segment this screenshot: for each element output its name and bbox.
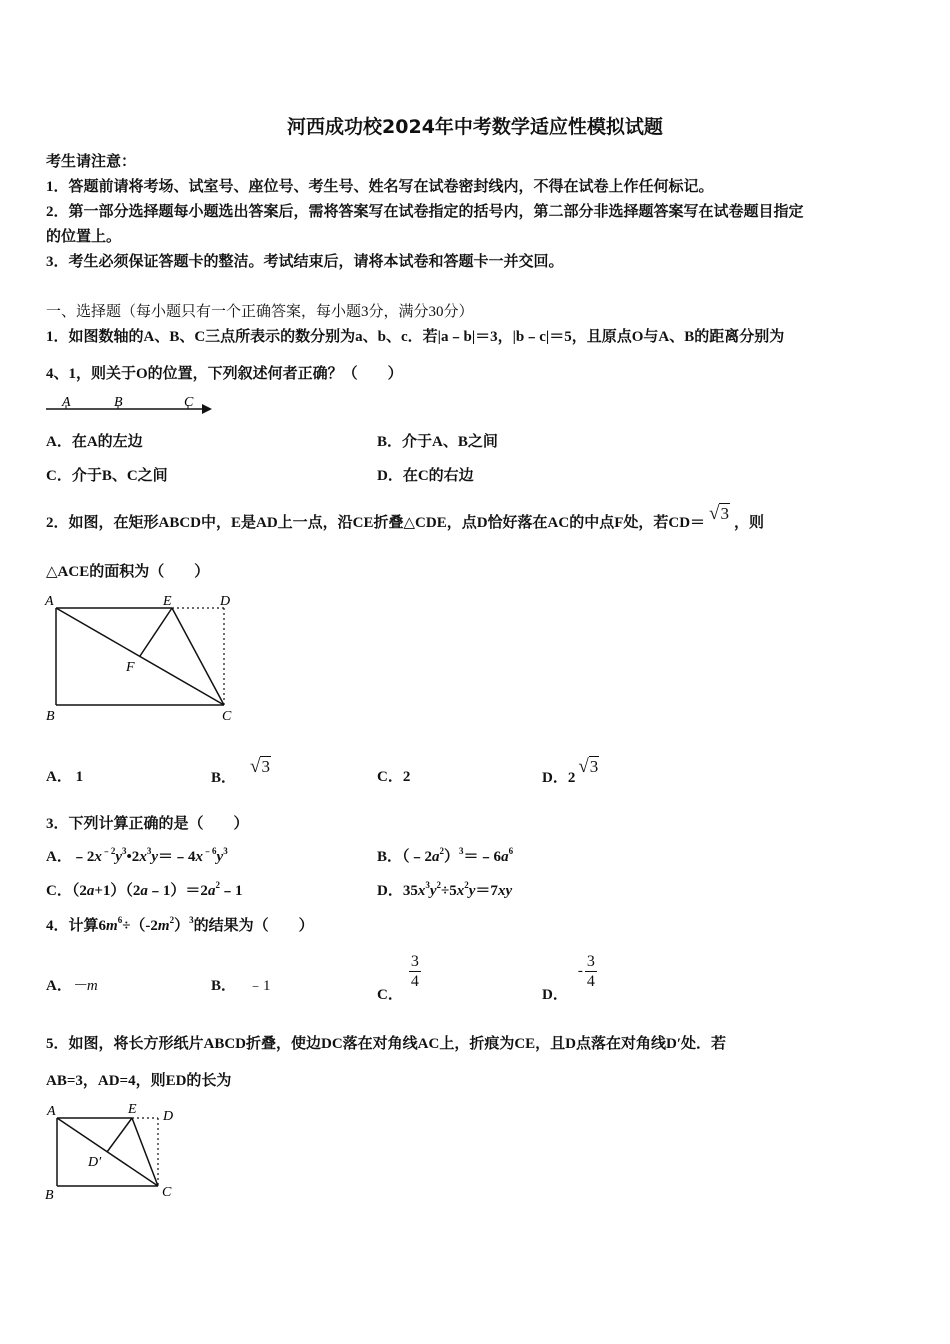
q5-stem-line2: AB=3，AD=4，则ED的长为 [46, 1073, 232, 1089]
label-a: A [45, 594, 54, 609]
notice-item-3: 3．考生必须保证答题卡的整洁。考试结束后，请将本试卷和答题卡一并交回。 [46, 254, 564, 270]
folded-rectangle-figure [42, 1100, 182, 1205]
q2-option-d: D．2√3 [542, 756, 599, 786]
section-heading: 一、选择题（每小题只有一个正确答案，每小题3分，满分30分） [46, 304, 474, 320]
q3-option-c: C．$(2a+1)(2a﹣1)=2a^2﹣1$ [46, 880, 243, 899]
q4-option-c: C． $\frac{3}{4}$ [377, 953, 419, 1003]
q5-stem-line1: 5．如图，将长方形纸片ABCD折叠，使边DC落在对角线AC上，折痕为CE，且D点落在对角线D′处．若 [46, 1036, 727, 1052]
label-a: A [47, 1104, 56, 1119]
sqrt-3: √3 [709, 503, 729, 524]
q1-option-d: D．在C的右边 [377, 468, 474, 484]
number-line-figure [44, 391, 216, 419]
q1-stem-line2: 4、1，则关于O的位置，下列叙述何者正确？（ ） [46, 366, 403, 382]
label-f: F [126, 660, 135, 675]
q2-option-b: B．√3 [211, 756, 270, 786]
q1-stem-line1: 1．如图数轴的A、B、C三点所表示的数分别为a、b、c．若|a﹣b|＝3，|b﹣c|＝5，且原点O与A、B的距离分别为 [46, 329, 785, 345]
q2-stem-line2: △ACE的面积为（ ） [46, 564, 210, 580]
q3-option-b: B．$(﹣2a^2)^3=﹣6a^6$ [377, 846, 514, 865]
q2-stem-line1: 2．如图，在矩形ABCD中，E是AD上一点，沿CE折叠△CDE，点D恰好落在AC的中点F处，若CD＝ √3 ，则 [46, 503, 764, 531]
q1-option-c: C．介于B、C之间 [46, 468, 168, 484]
q3-option-d: D．$35x^3y^2\div 5x^2y=7xy$ [377, 880, 513, 899]
notice-heading: 考生请注意： [46, 154, 137, 170]
q1-option-b: B．介于A、B之间 [377, 434, 498, 450]
q1-option-a: A．在A的左边 [46, 434, 143, 450]
q3-stem: 3．下列计算正确的是（ ） [46, 816, 249, 832]
q4-option-a: A．－m [46, 978, 98, 994]
label-b: B [45, 1188, 54, 1203]
point-label-c: C [184, 395, 194, 410]
q4-stem: 4．计算$6m^6\div(-2m^2)^3$的结果为（ ） [46, 915, 314, 934]
point-label-a: A [62, 395, 71, 410]
label-e: E [163, 594, 172, 609]
q2-option-c: C．2 [377, 769, 411, 785]
label-d-prime: D′ [88, 1155, 102, 1170]
q3-option-a: A．$﹣2x^{﹣2}y^3•2x^3y=﹣4x^{﹣6}y^3$ [46, 846, 228, 865]
label-d: D [220, 594, 231, 609]
q4-option-b: B． ﹣1 [211, 978, 271, 994]
label-c: C [162, 1185, 172, 1200]
q4-option-d: D．- $\frac{3}{4}$ [542, 953, 595, 1003]
notice-item-1: 1．答题前请将考场、试室号、座位号、考生号、姓名写在试卷密封线内，不得在试卷上作任何标记。 [46, 179, 714, 195]
q2-option-a: A． 1 [46, 769, 84, 785]
label-b: B [46, 709, 55, 724]
label-e: E [128, 1102, 137, 1117]
label-d: D [163, 1109, 174, 1124]
rectangle-abcd-figure [42, 590, 242, 725]
page-title: 河西成功校2024年中考数学适应性模拟试题 [287, 116, 663, 138]
notice-item-2-cont: 的位置上。 [46, 229, 122, 245]
label-c: C [222, 709, 232, 724]
notice-item-2: 2．第一部分选择题每小题选出答案后，需将答案写在试卷指定的括号内，第二部分非选择题答案写在试卷题目指定 [46, 204, 804, 220]
point-label-b: B [114, 395, 123, 410]
